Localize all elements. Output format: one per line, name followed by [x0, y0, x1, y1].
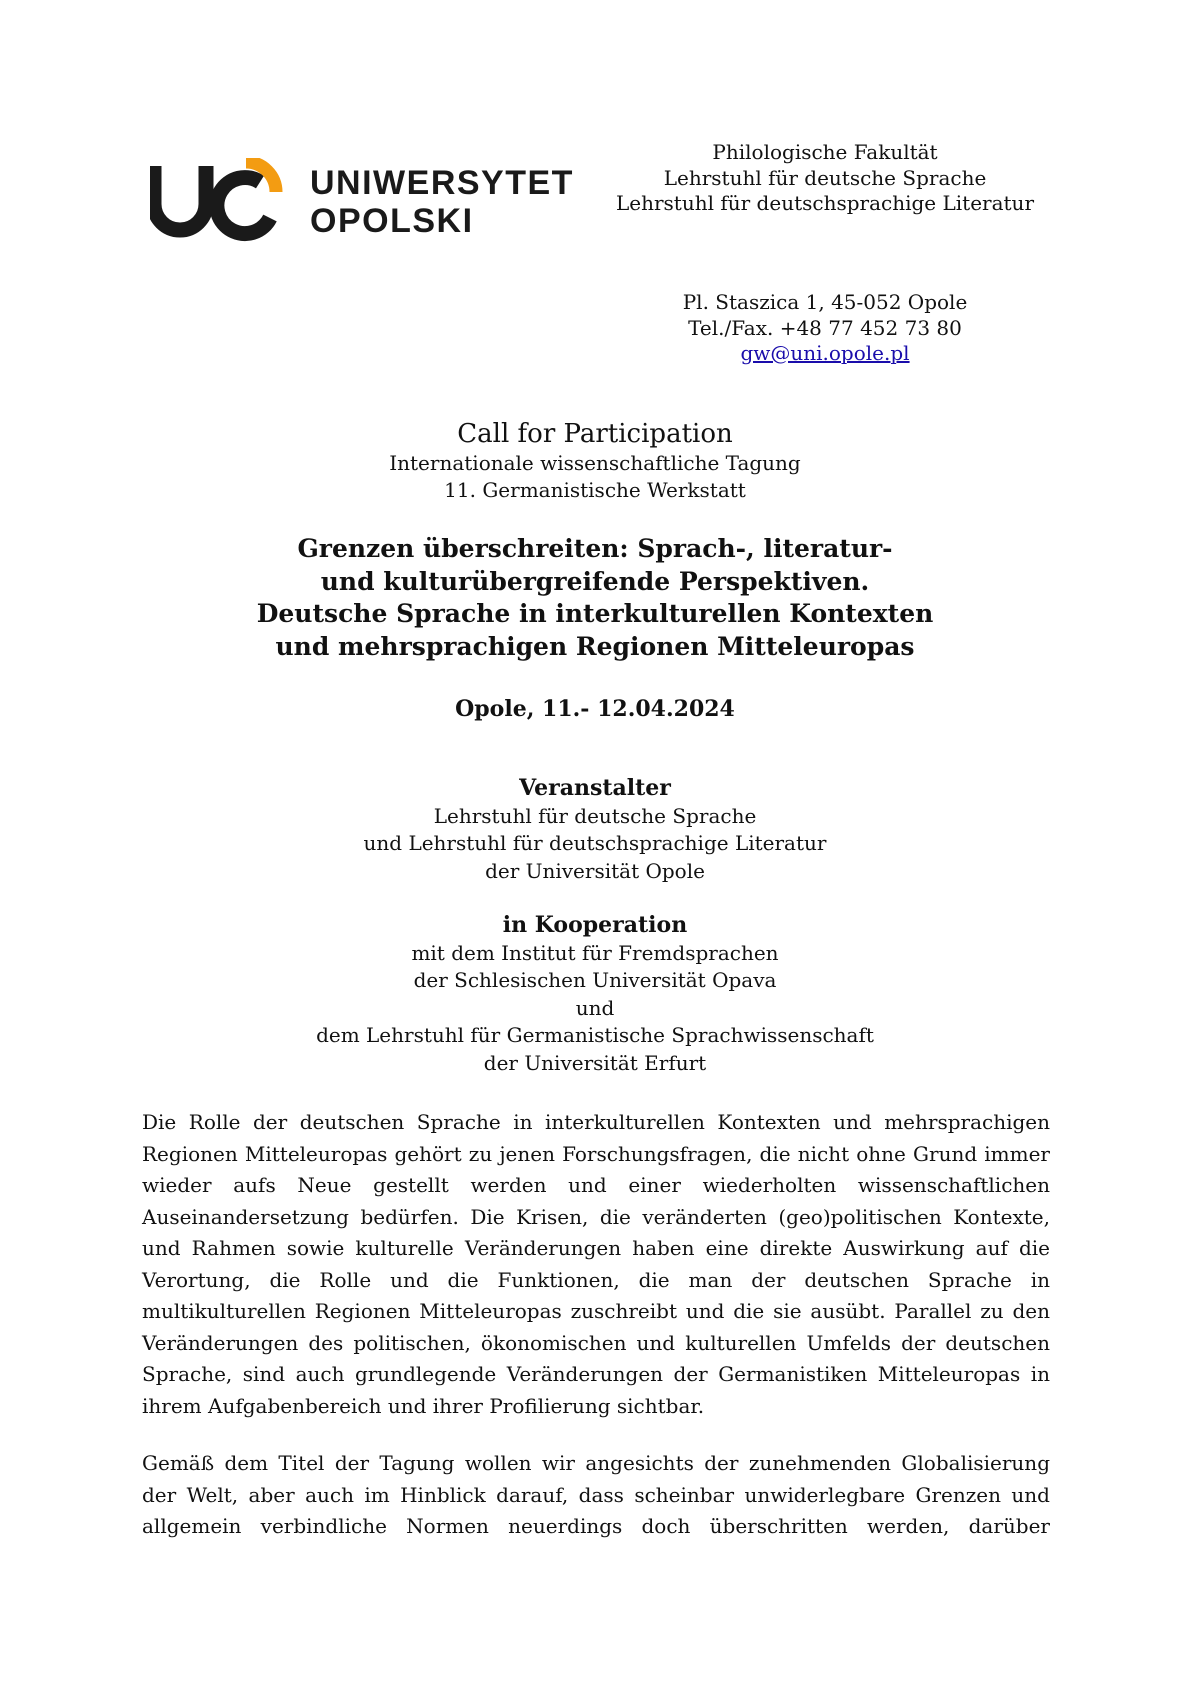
cooperation-line: der Schlesischen Universität Opava	[413, 968, 777, 992]
cooperation-heading: in Kooperation	[502, 912, 688, 938]
uo-logo-icon	[150, 158, 290, 243]
title-line: Grenzen überschreiten: Sprach-, literatur-	[297, 534, 893, 563]
faculty-name: Philologische Fakultät	[712, 140, 938, 164]
phone-fax: Tel./Fax. +48 77 452 73 80	[688, 315, 962, 340]
faculty-header	[600, 140, 1050, 217]
logo-line-2: OPOLSKI	[310, 202, 474, 240]
logo-line-1: UNIWERSYTET	[310, 164, 574, 202]
body-paragraph: Gemäß dem Titel der Tagung wollen wir angesichts der zunehmenden Globalisierung der Welt, aber auch im Hinblick darauf, dass scheinbar unwiderlegbare Grenzen und allgemein verbindliche Normen neuerdings doch überschritten werden, darüber	[142, 1451, 1050, 1538]
university-logo	[150, 158, 600, 243]
organizer-line: und Lehrstuhl für deutschsprachige Literatur	[363, 831, 827, 855]
organizer-line: der Universität Opole	[485, 858, 705, 883]
title-line: und mehrsprachigen Regionen Mitteleuropas	[275, 631, 915, 661]
call-header	[195, 418, 995, 504]
body-paragraph: Die Rolle der deutschen Sprache in interkulturellen Kontexten und mehrsprachigen Regionen Mitteleuropas gehört zu jenen Forschungsfragen, die nicht ohne Grund immer wieder aufs Neue gestellt werden und einer wiederholten wissenschaftlichen Auseinandersetzung bedürfen. Die Krisen, die veränderten (geo)politischen Kontexte, und Rahmen sowie kulturelle Veränderungen haben eine direkte Auswirkung auf die Verortung, die Rolle und die Funktionen, die man der deutschen Sprache in multikulturellen Regionen Mitteleuropas zuschreibt und die sie ausübt. Parallel zu den Veränderungen des politischen, ökonomischen und kulturellen Umfelds der deutschen Sprache, sind auch grundlegende Veränderungen der Germanistiken Mitteleuropas in ihrem Aufgabenbereich und ihrer Profilierung sichtbar.	[142, 1110, 1050, 1418]
cooperation-section	[195, 912, 995, 1077]
street-address: Pl. Staszica 1, 45-052 Opole	[682, 290, 968, 314]
cooperation-line: mit dem Institut für Fremdsprachen	[411, 940, 779, 965]
title-line: Deutsche Sprache in interkulturellen Kontexten	[256, 599, 934, 628]
conference-date: Opole, 11.- 12.04.2024	[455, 696, 735, 722]
workshop-edition: 11. Germanistische Werkstatt	[444, 478, 746, 502]
conference-title	[195, 533, 995, 663]
logo-wordmark	[310, 164, 574, 240]
organizer-heading: Veranstalter	[519, 775, 671, 801]
email-link[interactable]: gw@uni.opole.pl	[740, 341, 910, 365]
organizer-line: Lehrstuhl für deutsche Sprache	[433, 803, 757, 828]
address-block	[600, 290, 1050, 367]
cooperation-line: dem Lehrstuhl für Germanistische Sprachwissenschaft	[316, 1023, 874, 1047]
title-line: und kulturübergreifende Perspektiven.	[320, 566, 870, 596]
organizer-section	[195, 775, 995, 885]
call-title: Call for Participation	[457, 419, 733, 449]
chair-literature: Lehrstuhl für deutschsprachige Literatur	[615, 191, 1035, 215]
cooperation-line: der Universität Erfurt	[483, 1050, 707, 1075]
conference-type: Internationale wissenschaftliche Tagung	[389, 451, 801, 475]
cooperation-line: und	[575, 995, 615, 1020]
chair-language: Lehrstuhl für deutsche Sprache	[663, 165, 987, 190]
